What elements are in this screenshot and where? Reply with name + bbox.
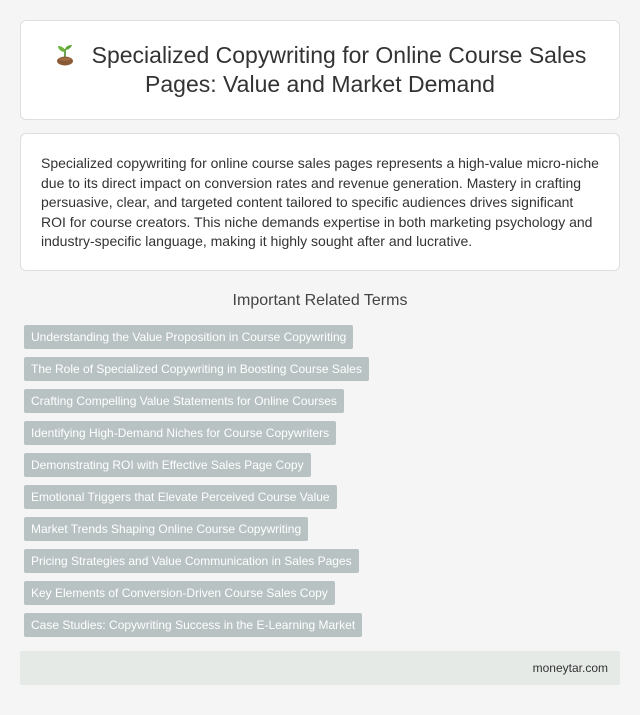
related-term-tag[interactable]: Understanding the Value Proposition in Course Copywriting — [24, 325, 353, 349]
list-item — [24, 613, 614, 645]
intro-paragraph: Specialized copywriting for online course sales pages represents a high-value micro-niche due to its direct impact on conversion rates and revenue generation. Mastery in crafting persuasive, clear, and targeted content tailored to specific audiences drives significant ROI for course creators. This niche demands expertise in both marketing psychology and industry-specific language, making it highly sought after and lucrative. — [41, 155, 599, 250]
footer-site-link[interactable]: moneytar.com — [532, 661, 608, 675]
related-term-tag[interactable]: Emotional Triggers that Elevate Perceived Course Value — [24, 485, 337, 509]
related-term-tag[interactable]: Identifying High-Demand Niches for Course Copywriters — [24, 421, 336, 445]
related-terms-heading: Important Related Terms — [232, 292, 408, 309]
list-item — [24, 549, 614, 581]
related-term-tag[interactable]: Market Trends Shaping Online Course Copywriting — [24, 517, 308, 541]
list-item — [24, 389, 614, 421]
page-title-text: Specialized Copywriting for Online Course Sales Pages: Value and Market Demand — [91, 42, 587, 97]
title-card — [20, 20, 620, 120]
related-term-tag[interactable]: Crafting Compelling Value Statements for Online Courses — [24, 389, 344, 413]
footer — [20, 651, 620, 685]
list-item — [24, 325, 614, 357]
related-term-tag[interactable]: Case Studies: Copywriting Success in the E-Learning Market — [24, 613, 362, 637]
list-item — [24, 485, 614, 517]
list-item — [24, 581, 614, 613]
intro-card — [20, 133, 620, 271]
related-term-tag[interactable]: Pricing Strategies and Value Communication in Sales Pages — [24, 549, 359, 573]
list-item — [24, 357, 614, 389]
related-terms-list — [24, 325, 614, 645]
list-item — [24, 453, 614, 485]
list-item — [24, 517, 614, 549]
related-term-tag[interactable]: Demonstrating ROI with Effective Sales Page Copy — [24, 453, 311, 477]
page-title — [21, 41, 619, 99]
list-item — [24, 421, 614, 453]
related-term-tag[interactable]: The Role of Specialized Copywriting in Boosting Course Sales — [24, 357, 369, 381]
related-term-tag[interactable]: Key Elements of Conversion-Driven Course Sales Copy — [24, 581, 335, 605]
sprout-icon — [54, 44, 76, 66]
